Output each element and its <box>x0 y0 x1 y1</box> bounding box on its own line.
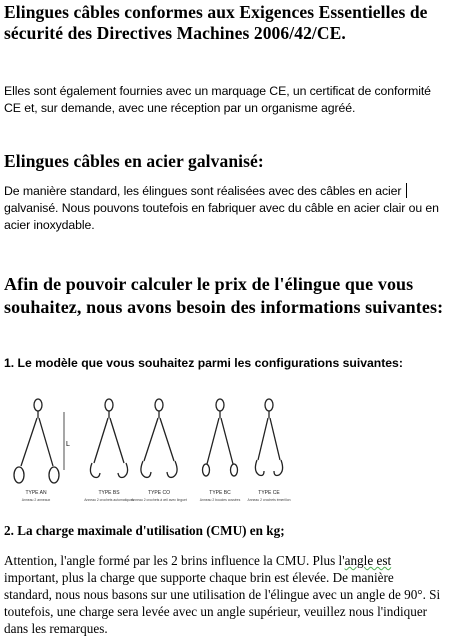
sling-type-bc <box>203 399 238 476</box>
sling-type-ce <box>255 399 282 476</box>
section-title-ce-conformity: Elingues câbles conformes aux Exigences Essentielles de sécurité des Directives Machines 2006/42/CE. <box>4 2 428 43</box>
dimension-label-l: L <box>66 441 70 448</box>
type-an-caption: Anneau 2 anneaux <box>21 498 51 502</box>
paragraph-galvanized-steel <box>4 183 444 234</box>
type-bc-caption: Anneau 2 boucles cossées <box>199 498 241 502</box>
section-title-pricing-information: Afin de pouvoir calculer le prix de l'élingue que vous souhaitez, nous avons besoin des informations suivantes: <box>4 274 444 317</box>
type-co-caption: Anneau 2 crochets à œil avec linguet <box>131 498 187 502</box>
angle-warning-text-b: important, plus la charge que supporte chaque brin est élevée. De manière standard, nous nous basons sur une utilisation de l'élingue avec un angle de 90°. Si toutefois, une charge sera levée avec un angle supérieur, veuillez nous l'indiquer dans les remarques. <box>4 570 441 636</box>
item-1-model-configuration: 1. Le modèle que vous souhaitez parmi les configurations suivantes: <box>4 356 403 370</box>
sling-type-an <box>14 399 64 483</box>
sling-type-bs <box>90 399 127 478</box>
type-co-label: TYPE CO <box>148 490 170 496</box>
paragraph-angle-warning <box>4 552 444 637</box>
type-ce-caption: Anneau 2 crochets émerillon <box>247 498 291 502</box>
paragraph-galvanized-steel-text: De manière standard, les élingues sont réalisées avec des câbles en acier galvanisé. Nous pouvons toutefois en fabriquer avec du câble en acier clair ou en acier inoxydable. <box>4 184 439 232</box>
type-an-label: TYPE AN <box>25 490 47 496</box>
type-bc-label: TYPE BC <box>209 490 231 496</box>
text-cursor <box>406 183 407 198</box>
section-title-galvanized-steel: Elingues câbles en acier galvanisé: <box>4 151 264 171</box>
angle-warning-text-a: Attention, l'angle formé par les 2 brins influence la CMU. Plus l' <box>4 553 345 568</box>
type-ce-label: TYPE CE <box>258 490 280 496</box>
spellcheck-flagged-text: angle est <box>344 553 392 568</box>
type-bs-label: TYPE BS <box>98 490 120 496</box>
sling-type-co <box>141 399 177 477</box>
item-2-working-load-limit: 2. La charge maximale d'utilisation (CMU) en kg; <box>4 523 285 538</box>
type-bs-caption: Anneau 2 crochets automatiques <box>84 498 134 502</box>
paragraph-ce-marking: Elles sont également fournies avec un marquage CE, un certificat de conformité CE et, sur demande, avec une réception par un organisme agréé. <box>4 84 431 115</box>
sling-configurations-figure <box>4 398 291 510</box>
